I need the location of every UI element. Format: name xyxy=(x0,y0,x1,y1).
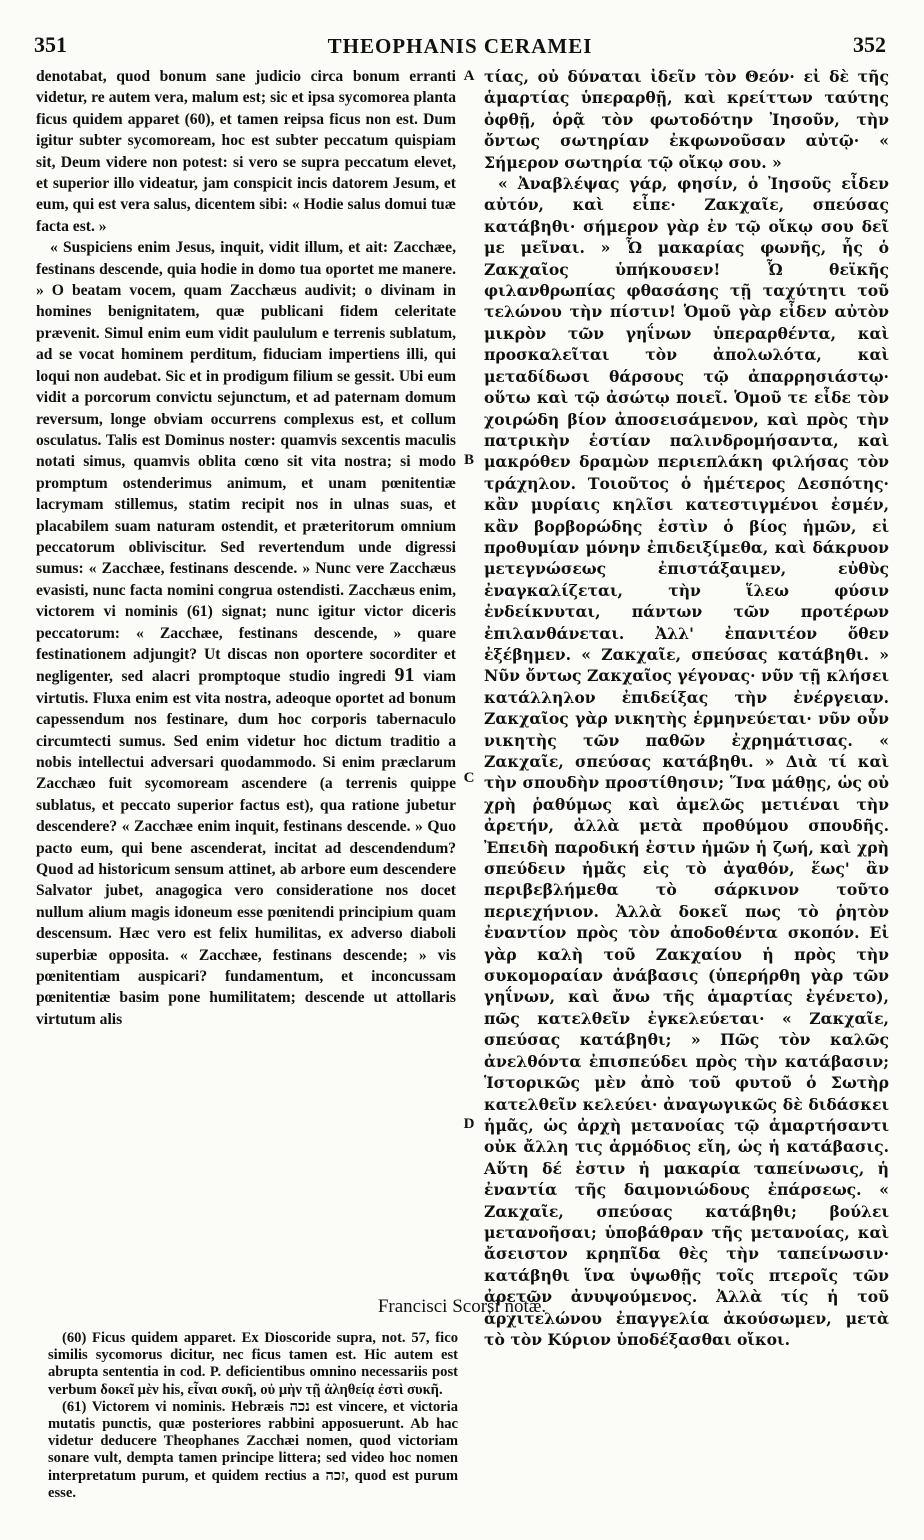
page-number-left: 351 xyxy=(34,32,67,57)
margin-letter-b: B xyxy=(463,452,474,468)
running-header xyxy=(34,32,886,62)
running-title: THEOPHANIS CERAMEI xyxy=(327,34,593,58)
latin-paragraph: denotabat, quod bonum sane judicio circa bonum erranti videtur, re autem vera, malum est; sic et ipsa sycomorea planta ficus quidem apparet (60), et tamen reipsa ficus non est. Dum igitur subter sycomoream, hoc est subter peccatum quispiam sit, Deum videre non potest: si vero se supra peccatum elevet, et superior illo videatur, jam conspicit incis datorem Jesum, et eum, qui est vera salus, dicentem sibi: « Hodie salus domui tuæ facta est. » xyxy=(36,68,456,235)
margin-letter-c: C xyxy=(463,770,475,786)
footnote-60: (60) Ficus quidem apparet. Ex Dioscoride supra, not. 57, fico similis sycomorus dicitur, nec ficus tamen est. Hic autem est abrupta sententia in cod. P. deficientibus omnino necessariis post verbum δοκεῖ μὲν his, εἶναι συκῆ, οὐ μὴν τῇ ἀληθείᾳ ἐστὶ συκῆ. xyxy=(48,1330,458,1398)
margin-letter-a: A xyxy=(463,68,475,84)
greek-paragraph: τίας, οὐ δύναται ἰδεῖν τὸν Θεόν· εἰ δὲ τῆς ἁμαρτίας ὑπεραρθῇ, καὶ κρείττων ταύτης ὀφθῇ, ὁρᾷ τὸν φωτοδότην Ἰησοῦν, τὴν ὄντως σωτηρίαν ἐκφωνοῦσαν αὐτῷ· « Σήμερον σωτηρία τῷ οἴκῳ σου. » xyxy=(484,67,889,172)
folio-number: 91 xyxy=(394,664,415,687)
latin-paragraph xyxy=(36,237,456,1030)
page-number-right: 352 xyxy=(853,32,886,57)
latin-text: « Suspiciens enim Jesus, inquit, vidit illum, et ait: Zacchæe, festinans descende, quia hodie in domo tua oportet me manere. » O beatam vocem, quam Zacchæus audivit; o divinam in homines benignitatem, quæ publicani fidem celeritate prævenit. Simul enim eum vidit paululum e terrenis sublatum, ad se vocat hominem perditum, fiduciam impertiens illi, qui loqui non audebat. Sic et in prodigum filium se gessit. Ubi eum vidit a porcorum convictu sejunctum, et ad paternam domum reversum, longe obviam occurrens complexus est, et collum osculatus. Talis est Dominus noster: quamvis sexcentis maculis notati simus, quamvis oblita cœno sit vita nostra; si modo promptum ostenderimus animum, et unam pœnitentiæ lacrymam stillemus, statim recipit nos in ulnas suas, et placabilem suam naturam ostendit, et præteritorum omnium peccatorum obliviscitur. Sed revertendum unde digressi sumus: « Zacchæe, festinans descende. » Nunc vere Zacchæus evasisti, nunc facta nomini congrua ostendisti. Zacchæus enim, victorem vi nominis (61) signat; nunc igitur victor diceris peccatorum: « Zacchæe, festinans descende, » quare festinationem adjungit? Ut discas non oportere socorditer et negligenter, sed alacri promptoque studio ingredi xyxy=(36,239,456,686)
notes-heading: Francisci Scorsi notæ. xyxy=(377,1296,547,1317)
latin-column xyxy=(36,66,456,1030)
latin-text: viam virtutis. Fluxa enim est vita nostra, adeoque oportet ad bonum capessendum nos festinare, dum hoc corporis tabernaculo circumtecti sumus. Sed enim videtur hoc dictum traditio a nobis intellectui adversari quodammodo. Si enim præclarum Zacchæo fuit sycomoream ascendere (a terrenis quippe sublatus, et peccato superior factus est), qua ratione jubetur descendere? « Zacchæe enim inquit, festinans descende. » Quo pacto eum, qui bene ascenderat, incitat ad descendendum? Quod ad historicum sensum attinet, ab arbore eum descendere Salvator jubet, anagogica vero consideratione nos docet nullum alium magis idoneum esse pœnitendi principium quam descensum. Hæc vero est felix humilitas, ex adverso diaboli superbiæ opposita. « Zacchæe, festinans descende; » vis pœnitentiam auspicari? fundamentum, et inconcussam pœnitentiæ basim pone humilitatem; descende ut attollaris virtutum alis xyxy=(36,668,456,1028)
footnote-61: (61) Victorem vi nominis. Hebræis נכה est vincere, et victoria mutatis punctis, quæ posteriores rabbini apposuerunt. Ab hac videtur deducere Theophanes Zacchæi nomen, quod victoriam sonare vult, dempta tamen principe littera; sed video hoc nomen interpretatum purum, et quidem rectius a זכה, quod est purum esse. xyxy=(48,1398,458,1501)
greek-column xyxy=(484,66,889,1350)
notes-left-column xyxy=(48,1330,458,1502)
margin-letter-d: D xyxy=(463,1116,475,1132)
greek-paragraph: « Ἀναβλέψας γάρ, φησίν, ὁ Ἰησοῦς εἶδεν αὐτόν, καὶ εἶπε· Ζακχαῖε, σπεύσας κατάβηθι· σήμερον γὰρ ἐν τῷ οἴκῳ σου δεῖ με μεῖναι. » Ὦ μακαρίας φωνῆς, ἧς ὁ Ζακχαῖος ὑπήκουσεν! Ὦ θεϊκῆς φιλανθρωπίας φθασάσης τῇ ταχύτητι τοῦ τελώνου τὴν πίστιν! Ὁμοῦ γὰρ εἶδεν αὐτὸν μικρὸν τῶν γηΐνων ὑπεραρθέντα, καὶ προσκαλεῖται τὸν ἀπολωλότα, καὶ μεταδίδωσι θάρσους τῷ ἀπαρρησιάστῳ· οὕτω καὶ τῷ ἀσώτῳ ποιεῖ. Ὁμοῦ τε εἶδε τὸν χοιρώδη βίον ἀποσεισάμενον, καὶ πρὸς τὴν πατρικὴν ἑστίαν παλινδρομήσαντα, καὶ μακρόθεν δραμὼν περιεπλάκη φιλήσας τὸν τράχηλον. Τοιοῦτος ὁ ἡμέτερος Δεσπότης· κἂν μυρίαις κηλῖσι κατεστιγμένοι ἐσμέν, κἂν βορβορώδης ἐστὶν ὁ βίος ἡμῶν, εἰ προθυμίαν μόνην ἐπιδειξίμεθα, καὶ δάκρυον μετεγνώσεως ἐπιστάξαιμεν, εὐθὺς ἐναγκαλίζεται, τὴν ἵλεω φύσιν ἐνδείκνυται, πάντων τῶν προτέρων ἐπιλανθάνεται. Ἀλλ' ἐπανιτέον ὅθεν ἐξέβημεν. « Ζακχαῖε, σπεύσας κατάβηθι. » Νῦν ὄντως Ζακχαῖος γέγονας· νῦν τῇ κλήσει κατάλληλον ἐπιδείξας τὴν ἐνέργειαν. Ζακχαῖος γὰρ νικητὴς ἑρμηνεύεται· νῦν οὖν νικητὴς τῶν παθῶν ἐχρημάτισας. « Ζακχαῖε, σπεύσας κατάβηθι. » Διὰ τί καὶ τὴν σπουδὴν προστίθησιν; Ἵνα μάθῃς, ὡς οὐ χρὴ ῥαθύμως καὶ ἀμελῶς μετιέναι τὴν ἀρετήν, ἀλλὰ μετὰ προθύμου σπουδῆς. Ἐπειδὴ παροδική ἐστιν ἡμῶν ἡ ζωή, καὶ χρὴ σπεύδειν ἡμᾶς εἰς τὸ ἀγαθόν, ἕως' ἂν περιβεβλήμεθα τὸ σάρκινον τοῦτο περιεχήνιον. Ἀλλὰ δοκεῖ πως τὸ ῥητὸν ἐναντίον πρὸς τὸν ἀποδοθέντα σκοπόν. Εἰ γὰρ καλὴ τοῦ Ζακχαίου ἡ πρὸς τὴν συκομοραίαν ἀνάβασις (ὑπερήρθη γὰρ τῶν γηΐνων, καὶ ἄνω τῆς ἁμαρτίας ἐγένετο), πῶς κατελθεῖν ἐγκελεύεται· « Ζακχαῖε, σπεύσας κατάβηθι; » Πῶς τὸν καλῶς ἀνελθόντα ἐπισπεύδει πρὸς τὴν κατάβασιν; Ἱστορικῶς μὲν ἀπὸ τοῦ φυτοῦ ὁ Σωτὴρ κατελθεῖν κελεύει· ἀναγωγικῶς δὲ διδάσκει ἡμᾶς, ὡς ἀρχὴ μετανοίας τῷ ἁμαρτήσαντι οὐκ ἄλλη τις ἁρμόδιος εἴη, ὡς ἡ κατάβασις. Αὕτη δέ ἐστιν ἡ μακαρία ταπείνωσις, ἡ ἐναντία τῆς δαιμονιώδους ἐπάρσεως. « Ζακχαῖε, σπεύσας κατάβηθι; βούλει μετανοῆσαι; ὑποβάθραν τῆς μετανοίας, καὶ ἄσειστον κρηπῖδα θὲς τὴν ταπείνωσιν· κατάβηθι ἵνα ὑψωθῇς τοῖς πτεροῖς τῶν ἀρετῶν ἀνυψούμενος. Ἀλλὰ τίς ἡ τοῦ ἀρχιτελώνου ἐπαγγελία ἀκούσωμεν, μετὰ τὸ τὸν Κύριον ὑποδέξασθαι οἴκοι. xyxy=(484,174,889,1349)
